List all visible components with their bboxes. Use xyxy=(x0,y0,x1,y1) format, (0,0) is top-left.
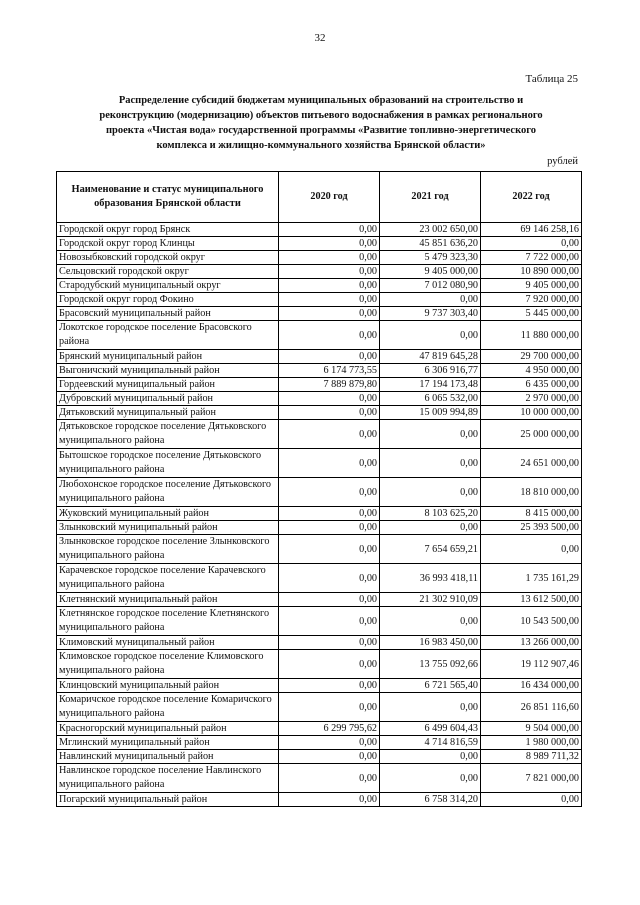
cell-2020: 0,00 xyxy=(279,350,380,364)
cell-2021: 17 194 173,48 xyxy=(380,378,481,392)
cell-2022: 0,00 xyxy=(481,535,582,564)
cell-2021: 0,00 xyxy=(380,764,481,793)
table-row xyxy=(57,321,582,350)
cell-name: Дятьковское городское поселение Дятьковского муниципального района xyxy=(57,420,279,449)
table-row xyxy=(57,478,582,507)
cell-2022: 7 722 000,00 xyxy=(481,251,582,265)
table-row xyxy=(57,350,582,364)
cell-name: Климовское городское поселение Климовского муниципального района xyxy=(57,650,279,679)
table-row xyxy=(57,736,582,750)
table-row xyxy=(57,679,582,693)
table-body xyxy=(57,223,582,807)
table-row xyxy=(57,593,582,607)
cell-name: Дубровский муниципальный район xyxy=(57,392,279,406)
cell-2021: 0,00 xyxy=(380,750,481,764)
cell-name: Городской округ город Брянск xyxy=(57,223,279,237)
cell-2022: 7 821 000,00 xyxy=(481,764,582,793)
cell-name: Клетнянский муниципальный район xyxy=(57,593,279,607)
cell-name: Дятьковский муниципальный район xyxy=(57,406,279,420)
cell-2021: 6 499 604,43 xyxy=(380,722,481,736)
cell-name: Новозыбковский городской округ xyxy=(57,251,279,265)
cell-name: Бытошское городское поселение Дятьковского муниципального района xyxy=(57,449,279,478)
cell-2021: 0,00 xyxy=(380,321,481,350)
cell-2021: 6 306 916,77 xyxy=(380,364,481,378)
cell-name: Брянский муниципальный район xyxy=(57,350,279,364)
cell-name: Навлинский муниципальный район xyxy=(57,750,279,764)
cell-2020: 0,00 xyxy=(279,535,380,564)
table-row xyxy=(57,564,582,593)
cell-name: Погарский муниципальный район xyxy=(57,793,279,807)
header-2021: 2021 год xyxy=(380,172,481,223)
table-row xyxy=(57,378,582,392)
cell-2020: 0,00 xyxy=(279,650,380,679)
table-row xyxy=(57,449,582,478)
cell-2020: 0,00 xyxy=(279,679,380,693)
cell-name: Выгоничский муниципальный район xyxy=(57,364,279,378)
cell-name: Навлинское городское поселение Навлинского муниципального района xyxy=(57,764,279,793)
cell-2022: 18 810 000,00 xyxy=(481,478,582,507)
cell-2022: 10 000 000,00 xyxy=(481,406,582,420)
table-row xyxy=(57,722,582,736)
cell-2020: 0,00 xyxy=(279,237,380,251)
cell-name: Гордеевский муниципальный район xyxy=(57,378,279,392)
cell-2020: 0,00 xyxy=(279,521,380,535)
cell-2021: 13 755 092,66 xyxy=(380,650,481,679)
cell-2021: 36 993 418,11 xyxy=(380,564,481,593)
cell-name: Мглинский муниципальный район xyxy=(57,736,279,750)
table-row xyxy=(57,307,582,321)
table-row xyxy=(57,521,582,535)
cell-name: Брасовский муниципальный район xyxy=(57,307,279,321)
cell-2020: 6 299 795,62 xyxy=(279,722,380,736)
cell-name: Городской округ город Фокино xyxy=(57,293,279,307)
cell-name: Злынковский муниципальный район xyxy=(57,521,279,535)
table-row xyxy=(57,507,582,521)
cell-2021: 7 654 659,21 xyxy=(380,535,481,564)
cell-2020: 0,00 xyxy=(279,693,380,722)
cell-2022: 10 543 500,00 xyxy=(481,607,582,636)
header-2020: 2020 год xyxy=(279,172,380,223)
cell-2020: 0,00 xyxy=(279,293,380,307)
cell-2022: 24 651 000,00 xyxy=(481,449,582,478)
cell-name: Злынковское городское поселение Злынковского муниципального района xyxy=(57,535,279,564)
table-row xyxy=(57,251,582,265)
cell-2022: 0,00 xyxy=(481,237,582,251)
cell-2020: 0,00 xyxy=(279,420,380,449)
cell-2020: 0,00 xyxy=(279,507,380,521)
table-row xyxy=(57,237,582,251)
cell-2020: 0,00 xyxy=(279,478,380,507)
cell-2021: 6 065 532,00 xyxy=(380,392,481,406)
table-row xyxy=(57,535,582,564)
header-2022: 2022 год xyxy=(481,172,582,223)
cell-name: Красногорский муниципальный район xyxy=(57,722,279,736)
cell-2020: 0,00 xyxy=(279,764,380,793)
cell-2021: 9 737 303,40 xyxy=(380,307,481,321)
cell-2021: 0,00 xyxy=(380,293,481,307)
cell-name: Клетнянское городское поселение Клетнянского муниципального района xyxy=(57,607,279,636)
cell-2020: 0,00 xyxy=(279,736,380,750)
cell-2020: 0,00 xyxy=(279,406,380,420)
cell-2021: 0,00 xyxy=(380,693,481,722)
cell-2021: 8 103 625,20 xyxy=(380,507,481,521)
cell-2021: 4 714 816,59 xyxy=(380,736,481,750)
cell-2022: 2 970 000,00 xyxy=(481,392,582,406)
cell-2022: 25 000 000,00 xyxy=(481,420,582,449)
table-header-row xyxy=(57,172,582,223)
cell-name: Стародубский муниципальный округ xyxy=(57,279,279,293)
cell-2021: 0,00 xyxy=(380,420,481,449)
cell-2020: 0,00 xyxy=(279,593,380,607)
cell-2021: 47 819 645,28 xyxy=(380,350,481,364)
table-row xyxy=(57,607,582,636)
table-row xyxy=(57,265,582,279)
cell-2021: 0,00 xyxy=(380,449,481,478)
cell-2020: 0,00 xyxy=(279,636,380,650)
header-name: Наименование и статус муниципального образования Брянской области xyxy=(57,172,279,223)
cell-2020: 6 174 773,55 xyxy=(279,364,380,378)
table-row xyxy=(57,364,582,378)
cell-2020: 0,00 xyxy=(279,392,380,406)
cell-2020: 0,00 xyxy=(279,251,380,265)
cell-2022: 13 612 500,00 xyxy=(481,593,582,607)
cell-name: Любохонское городское поселение Дятьковского муниципального района xyxy=(57,478,279,507)
table-row xyxy=(57,693,582,722)
cell-2022: 8 989 711,32 xyxy=(481,750,582,764)
cell-2021: 6 758 314,20 xyxy=(380,793,481,807)
table-row xyxy=(57,793,582,807)
cell-2022: 16 434 000,00 xyxy=(481,679,582,693)
cell-2022: 19 112 907,46 xyxy=(481,650,582,679)
table-row xyxy=(57,406,582,420)
cell-2020: 0,00 xyxy=(279,564,380,593)
cell-2020: 0,00 xyxy=(279,265,380,279)
cell-2022: 26 851 116,60 xyxy=(481,693,582,722)
cell-2021: 23 002 650,00 xyxy=(380,223,481,237)
cell-2020: 0,00 xyxy=(279,750,380,764)
table-row xyxy=(57,420,582,449)
cell-name: Городской округ город Клинцы xyxy=(57,237,279,251)
cell-2022: 6 435 000,00 xyxy=(481,378,582,392)
cell-2020: 0,00 xyxy=(279,607,380,636)
cell-2022: 1 980 000,00 xyxy=(481,736,582,750)
cell-2021: 9 405 000,00 xyxy=(380,265,481,279)
cell-name: Сельцовский городской округ xyxy=(57,265,279,279)
table-row xyxy=(57,650,582,679)
cell-2020: 0,00 xyxy=(279,307,380,321)
table-label: Таблица 25 xyxy=(525,73,578,85)
cell-2022: 0,00 xyxy=(481,793,582,807)
cell-2022: 11 880 000,00 xyxy=(481,321,582,350)
cell-2022: 69 146 258,16 xyxy=(481,223,582,237)
subsidy-table xyxy=(56,171,582,807)
cell-2021: 21 302 910,09 xyxy=(380,593,481,607)
cell-2022: 7 920 000,00 xyxy=(481,293,582,307)
cell-2022: 29 700 000,00 xyxy=(481,350,582,364)
cell-2021: 0,00 xyxy=(380,478,481,507)
table-row xyxy=(57,750,582,764)
cell-2022: 4 950 000,00 xyxy=(481,364,582,378)
cell-name: Клинцовский муниципальный район xyxy=(57,679,279,693)
cell-2020: 0,00 xyxy=(279,793,380,807)
cell-2022: 8 415 000,00 xyxy=(481,507,582,521)
cell-2022: 5 445 000,00 xyxy=(481,307,582,321)
cell-2020: 0,00 xyxy=(279,279,380,293)
cell-2020: 7 889 879,80 xyxy=(279,378,380,392)
cell-2021: 6 721 565,40 xyxy=(380,679,481,693)
cell-2021: 16 983 450,00 xyxy=(380,636,481,650)
cell-name: Локотское городское поселение Брасовского района xyxy=(57,321,279,350)
table-row xyxy=(57,293,582,307)
cell-2022: 25 393 500,00 xyxy=(481,521,582,535)
cell-name: Климовский муниципальный район xyxy=(57,636,279,650)
document-title: Распределение субсидий бюджетам муниципальных образований на строительство и реконструкцию (модернизацию) объектов питьевого водоснабжения в рамках регионального проекта «Чистая вода» государственной программы «Развитие топливно-энергетического комплекса и жилищно-коммунального хозяйства Брянской области» xyxy=(99,95,543,151)
cell-name: Карачевское городское поселение Карачевского муниципального района xyxy=(57,564,279,593)
units-label: рублей xyxy=(547,156,578,167)
cell-2021: 15 009 994,89 xyxy=(380,406,481,420)
cell-2022: 1 735 161,29 xyxy=(481,564,582,593)
cell-2022: 9 504 000,00 xyxy=(481,722,582,736)
cell-2021: 45 851 636,20 xyxy=(380,237,481,251)
cell-2020: 0,00 xyxy=(279,449,380,478)
table-row xyxy=(57,636,582,650)
cell-2021: 0,00 xyxy=(380,607,481,636)
cell-2022: 9 405 000,00 xyxy=(481,279,582,293)
cell-name: Жуковский муниципальный район xyxy=(57,507,279,521)
cell-2021: 7 012 080,90 xyxy=(380,279,481,293)
cell-name: Комаричское городское поселение Комаричского муниципального района xyxy=(57,693,279,722)
cell-2021: 0,00 xyxy=(380,521,481,535)
cell-2022: 10 890 000,00 xyxy=(481,265,582,279)
cell-2022: 13 266 000,00 xyxy=(481,636,582,650)
table-row xyxy=(57,764,582,793)
cell-2020: 0,00 xyxy=(279,321,380,350)
cell-2020: 0,00 xyxy=(279,223,380,237)
table-row xyxy=(57,279,582,293)
table-row xyxy=(57,392,582,406)
table-row xyxy=(57,223,582,237)
page-number: 32 xyxy=(314,32,326,44)
cell-2021: 5 479 323,30 xyxy=(380,251,481,265)
